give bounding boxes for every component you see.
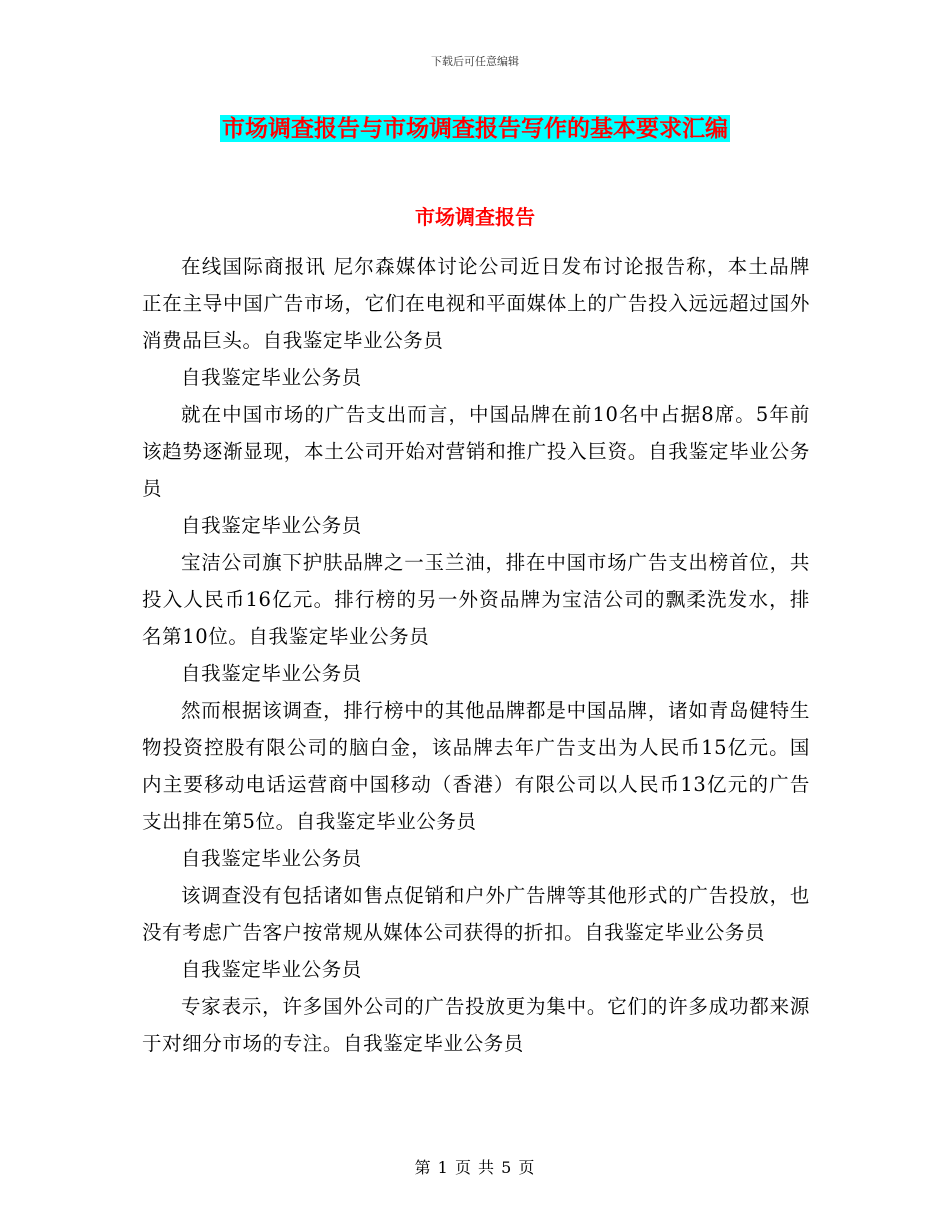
section-title: 市场调查报告 [415, 205, 535, 229]
page-number-footer: 第 1 页 共 5 页 [414, 1158, 536, 1177]
paragraph: 自我鉴定毕业公务员 [181, 366, 362, 389]
paragraph: 该调查没有包括诸如售点促销和户外广告牌等其他形式的广告投放，也没有考虑广告客户按常规从媒体公司获得的折扣。自我鉴定毕业公务员 [142, 884, 810, 944]
page-header-note: 下载后可任意编辑 [431, 55, 519, 68]
document-title-text: 市场调查报告与市场调查报告写作的基本要求汇编 [222, 115, 728, 142]
paragraph: 专家表示，许多国外公司的广告投放更为集中。它们的许多成功都来源于对细分市场的专注。自我鉴定毕业公务员 [142, 995, 810, 1055]
paragraph: 就在中国市场的广告支出而言，中国品牌在前10名中占据8席。5年前该趋势逐渐显现，本土公司开始对营销和推广投入巨资。自我鉴定毕业公务员 [142, 403, 810, 500]
document-body [142, 248, 810, 1062]
paragraph: 宝洁公司旗下护肤品牌之一玉兰油，排在中国市场广告支出榜首位，共投入人民币16亿元。排行榜的另一外资品牌为宝洁公司的飘柔洗发水，排名第10位。自我鉴定毕业公务员 [142, 551, 810, 648]
paragraph: 在线国际商报讯 尼尔森媒体讨论公司近日发布讨论报告称，本土品牌正在主导中国广告市场，它们在电视和平面媒体上的广告投入远远超过国外消费品巨头。自我鉴定毕业公务员 [142, 255, 810, 352]
paragraph: 自我鉴定毕业公务员 [181, 958, 362, 981]
paragraph: 自我鉴定毕业公务员 [181, 662, 362, 685]
document-title [0, 113, 950, 145]
paragraph: 自我鉴定毕业公务员 [181, 514, 362, 537]
paragraph: 然而根据该调查，排行榜中的其他品牌都是中国品牌，诸如青岛健特生物投资控股有限公司的脑白金，该品牌去年广告支出为人民币15亿元。国内主要移动电话运营商中国移动（香港）有限公司以人民币13亿元的广告支出排在第5位。自我鉴定毕业公务员 [142, 699, 810, 833]
paragraph: 自我鉴定毕业公务员 [181, 847, 362, 870]
